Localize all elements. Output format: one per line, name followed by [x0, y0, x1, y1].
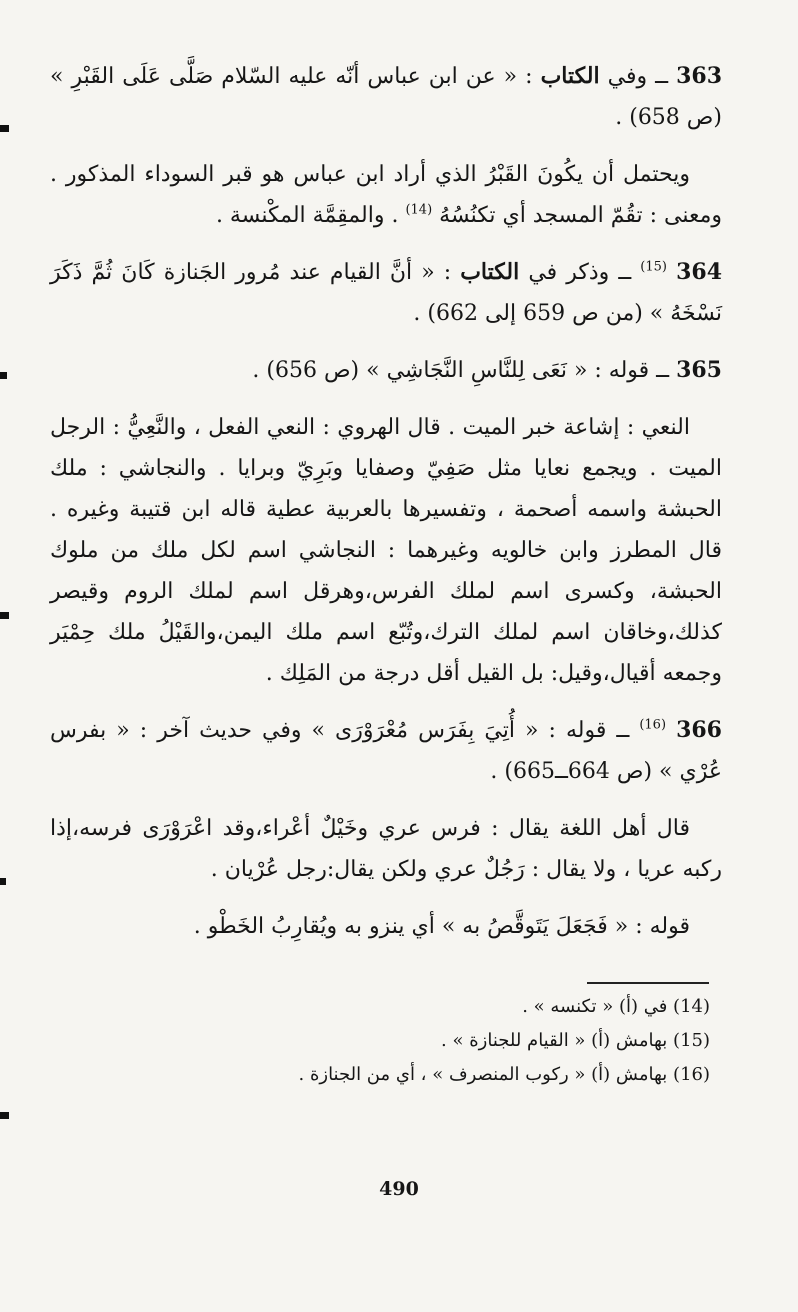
footnote-separator	[587, 982, 709, 984]
keyword: الكتاب	[460, 259, 520, 285]
entry-dash: ــ وفي	[599, 64, 669, 89]
commentary-363	[50, 154, 722, 236]
scan-edge-mark	[0, 372, 7, 379]
entry-366	[50, 710, 722, 792]
entry-number: 364	[676, 259, 723, 285]
entry-text: : « عن ابن عباس أنّه عليه السّلام صَلَّى عَلَى القَبْرِ » (ص 658) .	[50, 64, 722, 130]
commentary-366-b: قوله : « فَجَعَلَ يَتَوقَّصُ به » أي ينزو به ويُقارِبُ الخَطْو .	[193, 914, 690, 939]
page-number: 490	[379, 1178, 419, 1200]
entry-text: ــ قوله : « أُتِيَ بِفَرَس مُعْرَوْرَى » وفي حديث آخر : « بفرس عُرْي » (ص 664ــ665) .	[50, 718, 722, 784]
entry-number: 366	[676, 717, 722, 743]
footnote-ref-14[interactable]: (14)	[405, 202, 433, 218]
footnote-ref-15[interactable]: (15)	[640, 259, 667, 275]
entry-dash: ــ وذكر في	[519, 260, 641, 285]
entry-364	[50, 252, 722, 334]
footnotes	[50, 990, 710, 1092]
entry-number: 363	[676, 63, 723, 89]
commentary-text-end: . والمقِمَّة المكْنسة .	[215, 203, 406, 228]
scan-edge-mark	[0, 1112, 9, 1119]
commentary-366: قال أهل اللغة يقال : فرس عري وخَيْلٌ أعْراء،وقد اعْرَوْرَى فرسه،إذا ركبه عريا ، ولا يقال : رَجُلٌ عري ولكن يقال:رجل عُرْيان .	[50, 816, 722, 882]
main-text	[50, 56, 722, 947]
commentary-text: ويحتمل أن يكُونَ القَبْرُ الذي أراد ابن عباس هو قبر السوداء المذكور . ومعنى : تقُمّ المسجد أي تكنُسُهُ	[50, 162, 722, 228]
entry-text: : « أنَّ القيام عند مُرور الجَنازة كَانَ ثُمَّ ذَكَرَ نَسْخَهُ » (من ص 659 إلى 662) .	[50, 260, 722, 326]
footnote-16: (16) بهامش (أ) « ركوب المنصرف » ، أي من الجنازة .	[298, 1064, 710, 1085]
scan-edge-mark	[0, 125, 9, 132]
scan-edge-mark	[0, 612, 9, 619]
footnote-ref-16[interactable]: (16)	[639, 717, 667, 733]
commentary-365: النعي : إشاعة خبر الميت . قال الهروي : النعي الفعل ، والنَّعِيُّ : الرجل الميت . ويجمع نعايا مثل صَفِيّ وصفايا وبَرِيّ وبرايا . والنجاشي : ملك الحبشة واسمه أصحمة ، وتفسيرها بالعربية عطية قاله ابن قتيبة وغيره . قال المطرز وابن خالويه وغيرهما : النجاشي اسم لكل ملك من ملوك الحبشة، وكسرى اسم لملك الفرس،وهرقل اسم لملك الروم وقيصر كذلك،وخاقان اسم لملك الترك،وتُبّع اسم ملك اليمن،والقَيْلُ ملك حِمْيَر وجمعه أقيال،وقيل: بل القيل أقل درجة من المَلِك .	[50, 415, 722, 686]
scan-edge-mark	[0, 878, 6, 885]
entry-number: 365	[676, 357, 722, 383]
entry-365	[50, 350, 722, 391]
entry-363	[50, 56, 722, 138]
footnote-15: (15) بهامش (أ) « القيام للجنازة » .	[441, 1030, 710, 1051]
entry-text: ــ قوله : « نَعَى لِلنَّاسِ النَّجَاشِي » (ص 656) .	[252, 358, 677, 383]
footnote-14: (14) في (أ) « تكنسه » .	[522, 996, 710, 1017]
keyword: الكتاب	[540, 63, 600, 89]
